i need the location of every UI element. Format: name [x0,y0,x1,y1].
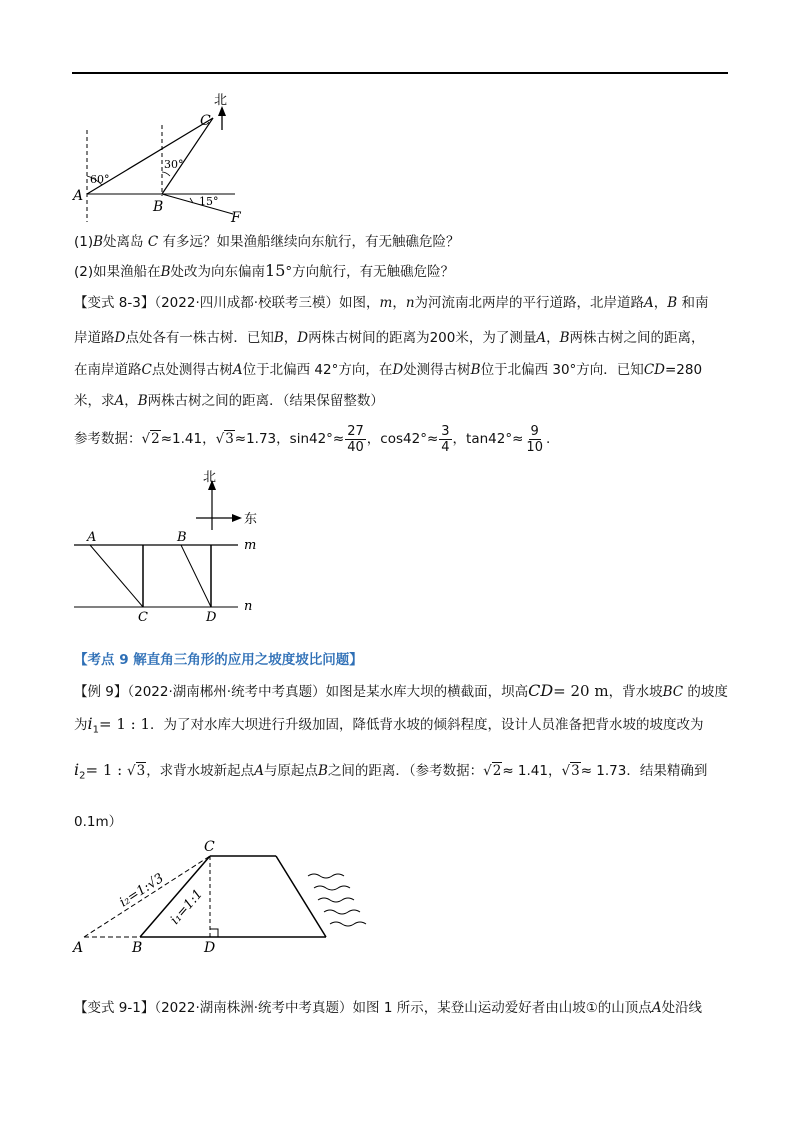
fig1-label-F: F [231,210,241,226]
fig1-angle-60: 60° [90,173,110,186]
example-9-line2: 为$i_1= 1$ : 1．为了对水库大坝进行升级加固，降低背水坡的倾斜程度，设计人员准备把背水坡的坡度改为 [74,714,704,736]
fig2-north: 北 [203,470,217,485]
fig2-label-D: D [206,610,217,625]
fig1-label-B: B [153,199,164,215]
fig3-slope-i1: i₁=1:1 [167,886,207,928]
fig2-label-B: B [177,530,187,545]
variant-8-3-line4: 米，求A，B两株古树之间的距离．（结果保留整数） [74,393,384,409]
fig3-label-C: C [204,839,215,855]
fig2-label-C: C [138,610,148,625]
question-2: (2)如果渔船在B处改为向东偏南15°方向航行，有无触礁危险？ [74,261,455,280]
fig3-label-A: A [73,940,84,956]
fig3-slope-i2: i₂=1:√3 [117,870,167,911]
fig2-label-A: A [87,530,97,545]
fig1-angle-30: 30° [164,158,184,171]
variant-8-3-line1: 【变式 8-3】（2022·四川成都·校联考三模）如图，m，n为河流南北两岸的平行道路，北岸道路A，B 和南 [74,295,709,311]
fig1-north: 北 [214,93,228,108]
variant-9-1-line1: 【变式 9-1】（2022·湖南株洲·统考中考真题）如图 1 所示，某登山运动爱好者由山坡①的山顶点A处沿线 [74,1000,703,1016]
fig1-angle-15: 15° [199,195,219,208]
fig2-east: 东 [244,512,258,527]
fig3-label-D: D [204,940,216,956]
reference-data: 参考数据：√2≈1.41，√3≈1.73，sin42°≈ $\frac{27}{40}$ ，cos42°≈ $\frac{3}{4}$ ，tan42°≈ $\frac{9}{10}$ . [74,423,551,455]
fig1-label-C: C [200,113,211,129]
example-9-line1: 【例 9】（2022·湖南郴州·统考中考真题）如图是某水库大坝的横截面，坝高CD= 20 m，背水坡BC 的坡度 [74,681,728,700]
fig1-label-A: A [73,188,84,204]
fig3-label-B: B [132,940,143,956]
example-9-line4: 0.1m） [74,814,123,830]
fig2-label-m: m [244,538,257,553]
question-1: (1)B处离岛 C 有多远？如果渔船继续向东航行，有无触礁危险？ [74,234,460,250]
variant-8-3-line3: 在南岸道路C点处测得古树A位于北偏西 42°方向，在D处测得古树B位于北偏西 30°方向．已知CD=280 [74,362,703,378]
variant-8-3-line2: 岸道路D点处各有一株古树．已知B，D两株古树间的距离为200米，为了测量A，B两株古树之间的距离， [74,330,705,346]
fig2-label-n: n [244,599,253,614]
example-9-line3: $i_2= 1$ : √3，求背水坡新起点A与原起点B之间的距离．（参考数据：√2≈ 1.41，√3≈ 1.73．结果精确到 [74,760,708,782]
key-point-9-title: 【考点 9 解直角三角形的应用之坡度坡比问题】 [74,652,363,668]
